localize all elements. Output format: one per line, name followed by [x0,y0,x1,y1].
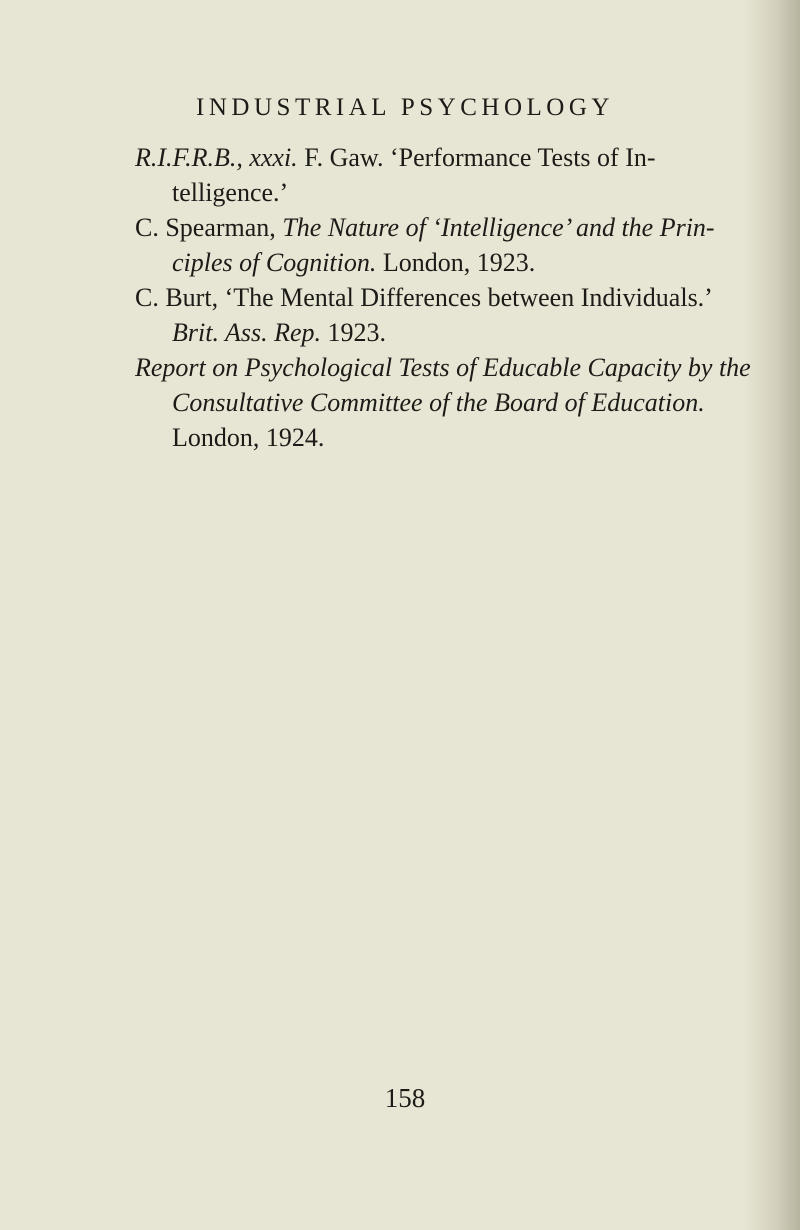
reference-gaw-source: R.I.F.R.B., xxxi. [135,143,298,172]
running-head: INDUSTRIAL PSYCHOLOGY [196,94,614,121]
reference-burt-title: C. Burt, ‘The Mental Differences between Individuals.’ [135,283,711,312]
page-number: 158 [384,1083,426,1113]
reference-burt-year: 1923. [321,318,387,347]
reference-gaw-title: F. Gaw. ‘Performance Tests of In-telligence.’ [172,143,656,207]
reference-spearman-imprint: London, 1923. [376,248,536,277]
reference-spearman [135,210,755,280]
reference-burt-source: Brit. Ass. Rep. [172,318,322,347]
reference-gaw [135,140,755,210]
reference-report-imprint: London, 1924. [172,423,325,452]
reference-report-title: Report on Psychological Tests of Educable Capacity by the Consultative Committee of the Board of Education. [135,353,751,417]
reference-list [135,140,755,455]
reference-report [135,350,755,455]
reference-burt [135,280,755,350]
reference-spearman-author: C. Spearman, [135,213,283,242]
reference-spearman-title: The Nature of ‘Intelligence’ and the Prin-ciples of Cognition. [172,213,715,277]
